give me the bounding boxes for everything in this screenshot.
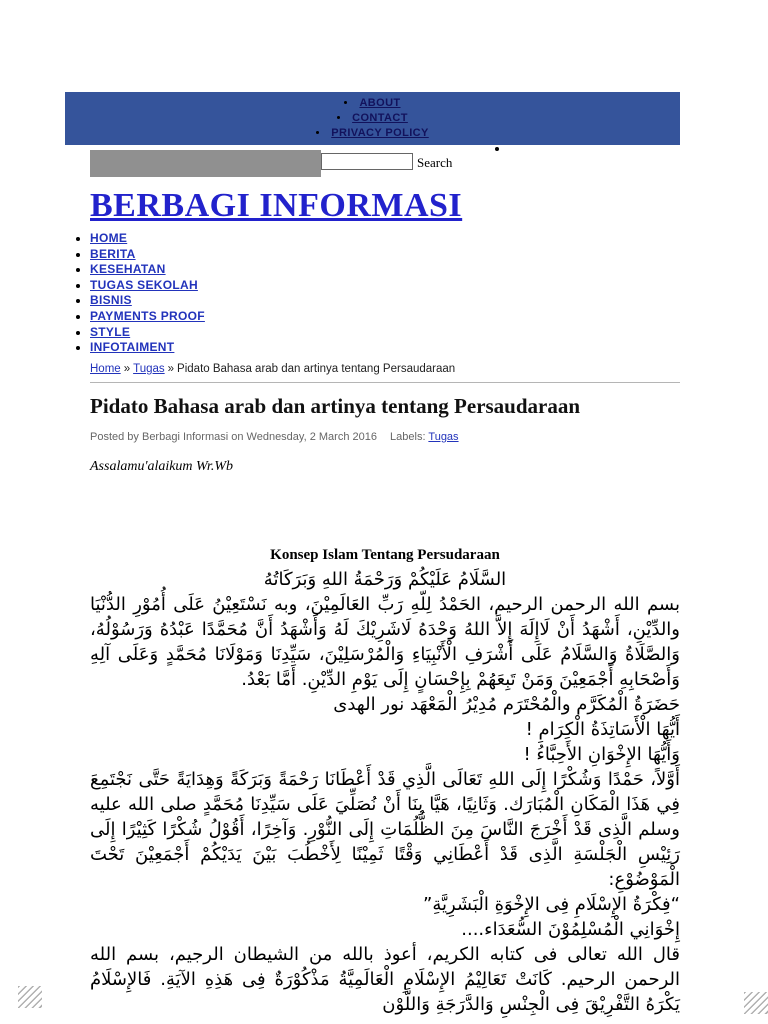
body-heading: Konsep Islam Tentang Persudaraan — [270, 546, 500, 563]
top-nav-item-about — [65, 96, 680, 111]
main-nav — [65, 231, 680, 356]
main-nav-item — [90, 325, 680, 341]
page — [65, 92, 680, 1017]
nav-link-style[interactable]: STYLE — [90, 324, 131, 339]
divider — [90, 382, 680, 383]
arabic-salam-line: السَّلَامُ عَلَيْكُمْ وَرَحْمَةُ اللهِ وَبَرَكَاتُهُ — [263, 568, 507, 590]
labels-label: Labels: — [390, 430, 426, 443]
main-nav-item — [90, 278, 680, 294]
top-nav-link-about[interactable]: ABOUT — [359, 97, 401, 109]
top-nav-link-privacy-policy[interactable]: PRIVACY POLICY — [331, 127, 429, 139]
nav-link-berita[interactable]: BERITA — [90, 246, 136, 261]
site-title-link[interactable]: BERBAGI INFORMASI — [90, 187, 463, 224]
nav-link-bisnis[interactable]: BISNIS — [90, 293, 132, 308]
top-nav-item-privacy-policy — [65, 126, 680, 141]
nav-link-kesehatan[interactable]: KESEHATAN — [90, 262, 166, 277]
main-nav-item — [90, 340, 680, 356]
breadcrumb-separator: » — [167, 362, 175, 375]
arabic-paragraph: وَأَيُّهَا الإِخْوَانِ الأَحِبَّاءُ ! — [523, 743, 680, 765]
main-nav-item — [90, 247, 680, 263]
arabic-paragraph: قال الله تعالى فى كتابه الكريم، أعوذ بالله من الشيطان الرجيم، بسم الله الرحمن الرحيم. كَانَتْ تَعَالِيْمُ الإِسْلَامِ الْعَالَمِيَّةُ مَذْكُوْرَةٌ فِى هَذِهِ الآيَةِ. فَالإِسْلَامُ يَكْرَهُ التَّفْرِيْقَ فِى الْجِنْسِ وَالدَّرَجَةِ وَاللَّوْن — [90, 943, 680, 1015]
arabic-paragraph: أَيُّهَا الْأَسَاتِذَةُ الْكِرَامِ ! — [525, 718, 680, 740]
content — [90, 363, 680, 1017]
top-nav-item-contact — [65, 111, 680, 126]
arabic-paragraph: إِخْوَانِي الْمُسْلِمُوْنَ السُّعَدَاء.... — [461, 918, 680, 940]
main-nav-item — [90, 293, 680, 309]
breadcrumb-home-link[interactable]: Home — [90, 362, 121, 375]
page-corner-grip-right — [744, 992, 768, 1014]
nav-link-home[interactable]: HOME — [90, 231, 128, 245]
post-title: Pidato Bahasa arab dan artinya tentang Persaudaraan — [90, 393, 581, 418]
top-nav — [65, 92, 680, 141]
top-header-bar — [65, 92, 680, 145]
post-meta-text: Posted by Berbagi Informasi on Wednesday, 2 March 2016 — [90, 430, 377, 443]
main-nav-item — [90, 231, 680, 247]
breadcrumb-category-link[interactable]: Tugas — [133, 362, 165, 375]
main-nav-item — [90, 262, 680, 278]
breadcrumb-current: Pidato Bahasa arab dan artinya tentang Persaudaraan — [177, 362, 456, 375]
site-title — [90, 187, 680, 225]
nav-link-infotaiment[interactable]: INFOTAIMENT — [90, 340, 175, 355]
nav-link-payments-proof[interactable]: PAYMENTS PROOF — [90, 308, 205, 323]
arabic-paragraph: بسم الله الرحمن الرحيم، الحَمْدُ لِلّهِ رَبِّ العَالَمِيْنَ، وبه نَسْتَعِيْنُ عَلَى أُمُوْرِ الدُّنْيَا والدِّيْنِ، أَشْهَدُ أَنْ لَاإِلَهَ إِلاَّ اللهُ وَحْدَهُ لَاشَرِيْكَ لَهُ وَأَشْهَدُ أَنَّ مُحَمَّدًا عَبْدُهُ وَرَسُوْلُهُ، وَالصَّلَاةُ وَالسَّلَامُ عَلَى أَشْرَفِ الْأَنْبِيَاءِ وَالْمُرْسَلِيْنَ، سَيِّدِنَا وَمَوْلَانَا مُحَمَّدٍ وَعَلَى آلِهِ وَأَصْحَابِهِ أَجْمَعِيْنَ وَمَنْ تَبِعَهُمْ بِإِحْسَانٍ إِلَى يَوْمِ الدِّيْنِ. أَمَّا بَعْدُ. — [90, 593, 680, 690]
arabic-quote-line: “فِكْرَةُ الإِسْلَامِ فِى الإِخْوَةِ الْبَشَرِيَّةِ” — [423, 893, 680, 915]
main-nav-item — [90, 309, 680, 325]
breadcrumb-separator: » — [123, 362, 131, 375]
arabic-paragraph: حَضَرَةُ الْمُكَرَّم والْمُحْتَرَم مُدِيْرُ الْمَعْهَد نور الهدى — [333, 693, 680, 715]
search-row — [65, 150, 680, 177]
search-bar-background — [90, 150, 321, 177]
label-link-tugas[interactable]: Tugas — [428, 430, 459, 443]
page-corner-grip-left — [18, 986, 42, 1008]
arabic-paragraph: أَوَّلاً، حَمْدًا وَشُكْرًا إِلَى اللهِ تَعَالَى الَّذِي قَدْ أَعْطَانَا رَحْمَةً وَبَرَكَةً وَهِدَايَةً حَتَّى نَجْتَمِعَ فِي هَذَا الْمَكَانِ الْمُبَارَك. وَثَانِيًا، هَيَّا بِنَا أَنْ نُصَلِّيَ عَلَى سَيِّدِنَا مُحَمَّدٍ صلى الله عليه وسلم الَّذِى قَدْ أَخْرَجَ النَّاسَ مِنَ الظُّلُمَاتِ إِلَى النُّوْرِ. وَآخِرًا، أَقُوْلُ شُكْرًا كَثِيْرًا إِلَى رَئِيْسِ الْجَلْسَةِ الَّذِى قَدْ أَعْطَانِي وَقْتًا ثَمِيْنًا لِأَخْطُبَ بَيْنَ يَدَيْكُمْ أَجْمَعِيْنَ تَحْتَ الْمَوْضُوْعِ: — [90, 768, 680, 890]
greeting-text: Assalamu'alaikum Wr.Wb — [90, 458, 233, 474]
post-meta — [90, 431, 680, 443]
post-body — [90, 547, 680, 1017]
nav-link-tugas-sekolah[interactable]: TUGAS SEKOLAH — [90, 277, 198, 292]
breadcrumb — [90, 363, 680, 375]
top-nav-link-contact[interactable]: CONTACT — [352, 112, 408, 124]
search-button[interactable]: Search — [417, 155, 453, 170]
search-input[interactable] — [321, 153, 413, 170]
